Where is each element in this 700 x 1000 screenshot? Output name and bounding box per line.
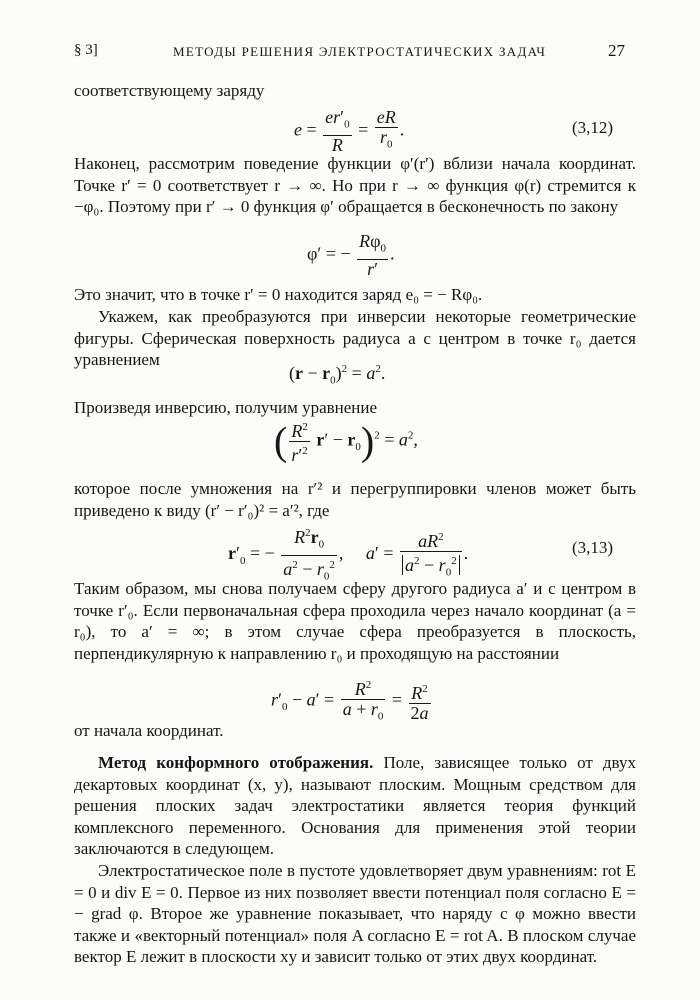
paragraph-3: Это значит, что в точке r′ = 0 находится заряд e₀ = − Rφ₀. (74, 285, 483, 304)
paragraph-1: соответствующему заряду (74, 81, 265, 100)
running-title: МЕТОДЫ РЕШЕНИЯ ЭЛЕКТРОСТАТИЧЕСКИХ ЗАДАЧ (173, 44, 547, 59)
equation-inversion: ( $\frac{R^2}{r'^2}$ $r' - r_0)^2 = a^2$, (274, 418, 418, 465)
paragraph-6: которое после умножения на r′² и перегруппировки членов может быть приведено к виду (r′ − r′₀)² = a′², где (74, 479, 636, 520)
paragraph-5: Произведя инверсию, получим уравнение (74, 398, 378, 417)
paragraph-4: Укажем, как преобразуются при инверсии некоторые геометрические фигуры. Сферическая поверхность радиуса a с центром в точке r₀ дается уравнением (74, 307, 636, 370)
paragraph-8: от начала координат. (74, 721, 224, 740)
equation-phi-prime: φ′ = − $\frac{R\varphi_0}{r'}$ . (307, 231, 395, 279)
paragraph-7: Таким образом, мы снова получаем сферу другого радиуса a′ и с центром в точке r′₀. Если первоначальная сфера проходила через начало координат (a = r₀), то a′ = ∞; в этом случае сфера преобразуется в плоскость, перпендикулярную к направлению r₀ и проходящую на расстоянии (74, 579, 636, 663)
section-heading: Метод конформного отображения. (98, 753, 374, 772)
equation-3-12: e = $\frac{er'_0}{R}$ = $\frac{eR}{r_0}$ . (294, 107, 405, 155)
paragraph-10: Электростатическое поле в пустоте удовлетворяет двум уравнениям: rot E = 0 и div E = 0. Первое из них позволяет ввести потенциал поля согласно E = − grad φ. Второе же уравнение показывает, что наряду с φ можно ввести также и «векторный потенциал» поля A согласно E = rot A. В плоском случае вектор E лежит в плоскости xy и зависит только от этих двух координат. (74, 861, 636, 967)
paragraph-9 (74, 752, 636, 860)
equation-distance: $r'_0 - a'$ = $\frac{R^2}{a + r_0}$ = $\frac{R^2}{2a}$ (271, 676, 433, 727)
section-marker: § 3] (74, 42, 98, 58)
paragraph-9-body: Поле, зависящее только от двух декартовых координат (x, y), называют плоским. Мощным средством для решения плоских задач электростатики является теория функций комплексного переменного. Основания для применения этой теории заключаются в следующем. (74, 753, 636, 859)
equation-number-3-12: (3,12) (572, 118, 614, 137)
equation-number-3-13: (3,13) (572, 538, 614, 557)
equation-3-13: $r'_0$ = − $\frac{R^2r_0}{a^2 - r_0^2}$ , a′ = $\frac{aR^2}{a^2 - r_0^2}$ . (228, 524, 468, 586)
page-number: 27 (608, 41, 625, 60)
paragraph-2: Наконец, рассмотрим поведение функции φ′(r′) вблизи начала координат. Точке r′ = 0 соответствует r → ∞. Но при r → ∞ функция φ(r) стремится к −φ₀. Поэтому при r′ → 0 функция φ′ обращается в бесконечность по закону (74, 154, 636, 217)
equation-sphere: $(r - r_0)^2 = a^2$. (289, 363, 386, 387)
